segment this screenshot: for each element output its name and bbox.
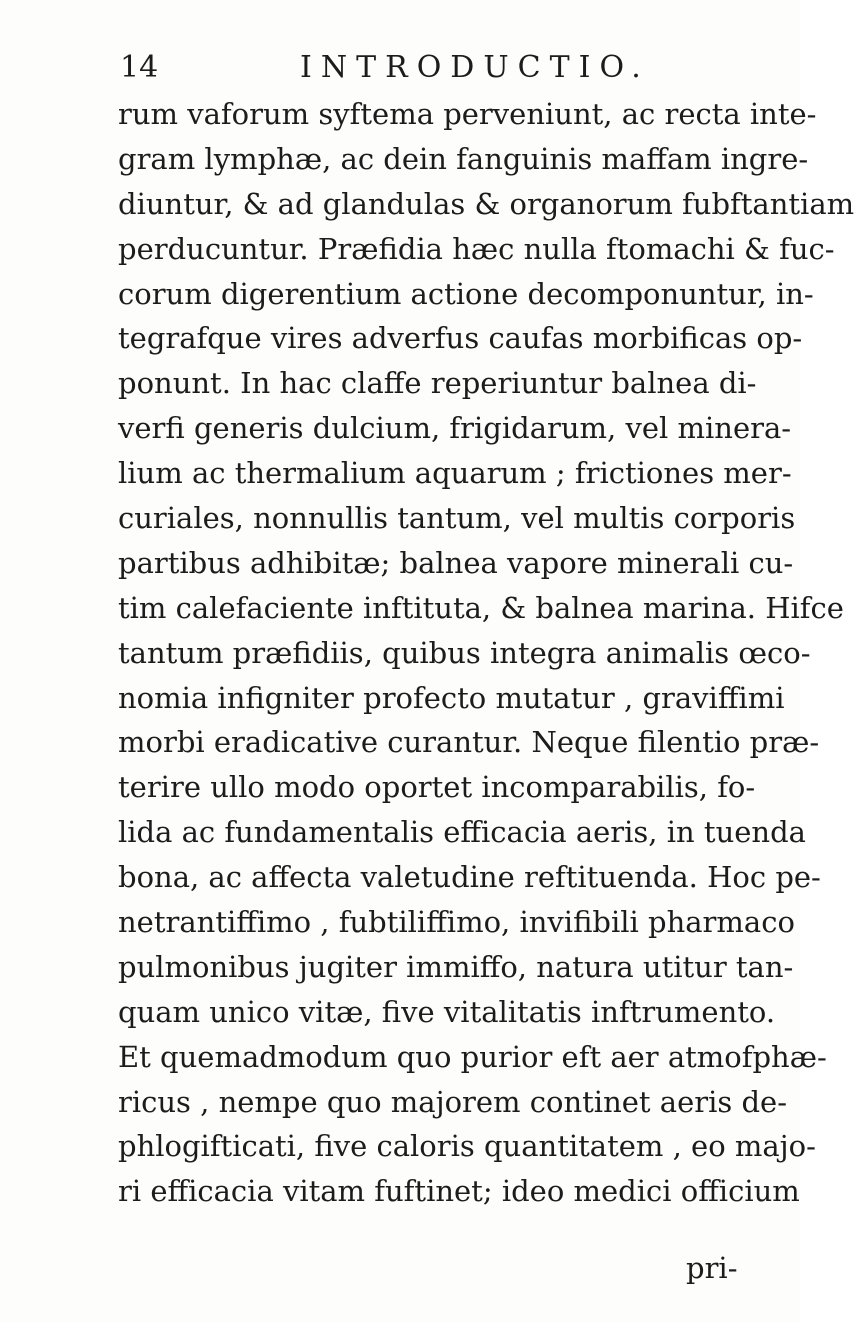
text-line: diuntur, & ad glandulas & organorum fubftantiam	[118, 186, 854, 221]
text-line: phlogifticati, five caloris quantitatem , eo majo-	[118, 1129, 816, 1164]
text-line: verfi generis dulcium, frigidarum, vel minera-	[118, 411, 792, 446]
running-head	[120, 48, 740, 88]
text-line: tim calefaciente inftituta, & balnea marina. Hifce	[118, 590, 844, 625]
text-line: morbi eradicative curantur. Neque filentio præ-	[118, 725, 820, 760]
text-line: curiales, nonnullis tantum, vel multis corporis	[118, 501, 796, 536]
text-line: netrantiffimo , fubtiliffimo, invifibili pharmaco	[118, 905, 795, 940]
running-title: INTRODUCTIO.	[300, 50, 650, 85]
text-line: tegrafque vires adverfus caufas morbificas op-	[118, 321, 803, 356]
text-line: rum vaforum syftema perveniunt, ac recta inte-	[118, 97, 817, 131]
text-line: quam unico vitæ, five vitalitatis inftrumento.	[118, 994, 776, 1029]
text-line: lium ac thermalium aquarum ; frictiones mer-	[118, 456, 792, 491]
text-line: perducuntur. Præfidia hæc nulla ftomachi & fuc-	[118, 231, 835, 266]
body-text	[118, 92, 854, 1214]
text-line: lida ac fundamentalis efficacia aeris, in tuenda	[118, 815, 806, 850]
text-line: nomia infigniter profecto mutatur , graviffimi	[118, 680, 785, 715]
page-number: 14	[120, 50, 159, 85]
catchword: pri-	[686, 1251, 738, 1285]
text-line: ricus , nempe quo majorem continet aeris de-	[118, 1084, 788, 1119]
text-line: tantum præfidiis, quibus integra animalis œco-	[118, 635, 811, 670]
text-line: gram lymphæ, ac dein fanguinis maffam ingre-	[118, 141, 809, 176]
text-line: terire ullo modo oportet incomparabilis, fo-	[118, 770, 756, 805]
text-line: pulmonibus jugiter immiffo, natura utitur tan-	[118, 949, 794, 984]
text-line: bona, ac affecta valetudine reftituenda. Hoc pe-	[118, 860, 821, 895]
text-line: Et quemadmodum quo purior eft aer atmofphæ-	[118, 1039, 827, 1074]
text-line: ri efficacia vitam fuftinet; ideo medici officium	[118, 1174, 800, 1209]
text-line: corum digerentium actione decomponuntur, in-	[118, 276, 814, 311]
text-line: ponunt. In hac claffe reperiuntur balnea di-	[118, 366, 757, 401]
text-line: partibus adhibitæ; balnea vapore minerali cu-	[118, 545, 794, 580]
